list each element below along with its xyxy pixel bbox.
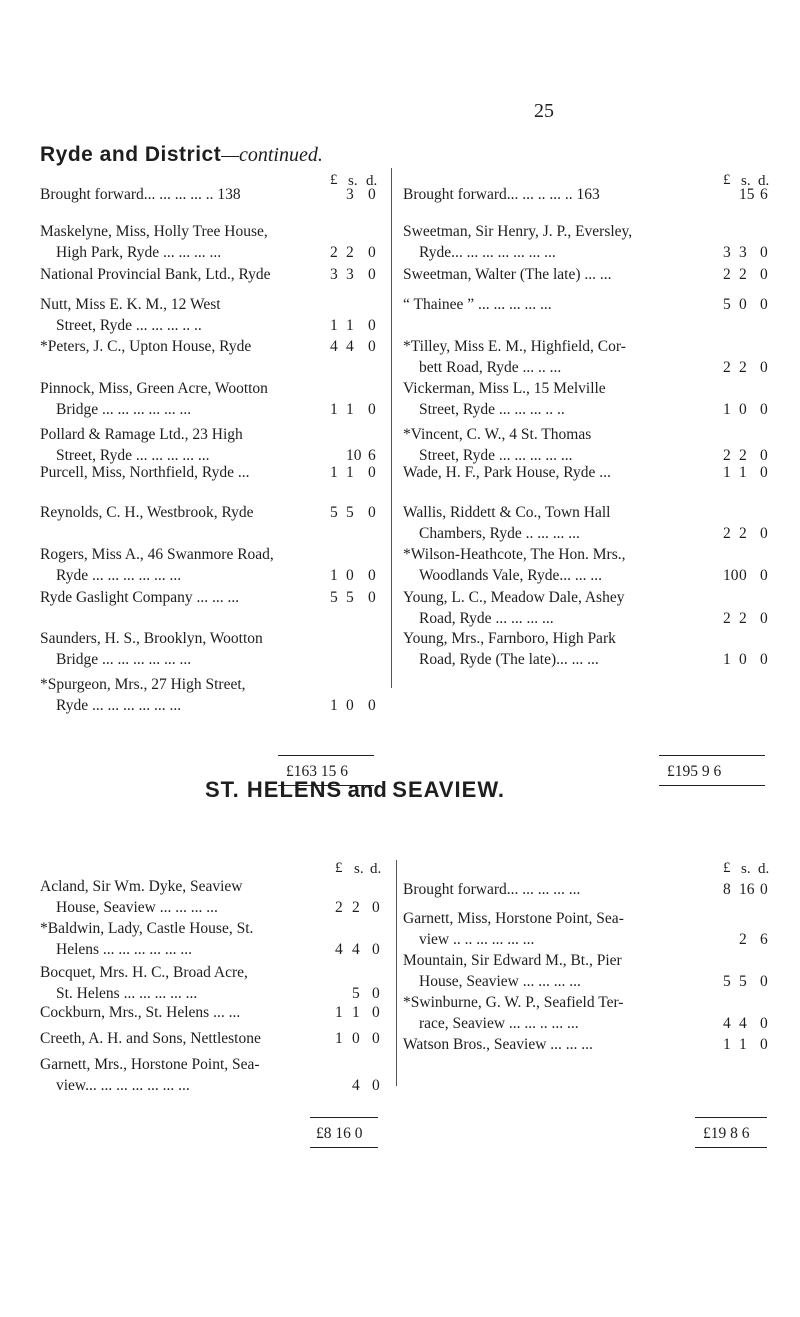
entry-address: Chambers, Ryde .. ... ... ... xyxy=(419,525,580,542)
column-divider xyxy=(391,168,392,688)
amount-shillings: 2 xyxy=(739,525,747,542)
amount-pounds: 4 xyxy=(330,338,338,355)
amount-shillings: 4 xyxy=(352,941,360,958)
entry-name: *Swinburne, G. W. P., Seafield Ter- xyxy=(403,994,624,1011)
amount-shillings: 0 xyxy=(346,697,354,714)
amount-pounds: 2 xyxy=(330,244,338,261)
amount-pence: 6 xyxy=(368,447,376,464)
amount-shillings: 5 xyxy=(346,589,354,606)
section-title-and: and xyxy=(347,777,387,802)
total-rule-top xyxy=(310,1117,378,1118)
amount-shillings: 0 xyxy=(739,296,747,313)
currency-header-pound: £ xyxy=(723,172,731,188)
entry-address: Bridge ... ... ... ... ... ... xyxy=(56,401,192,418)
entry-name: Maskelyne, Miss, Holly Tree House, xyxy=(40,223,268,240)
currency-header-pence: d. xyxy=(370,861,382,877)
amount-pence: 0 xyxy=(760,651,768,668)
entry-name: Nutt, Miss E. K. M., 12 West xyxy=(40,296,221,313)
section-total: £163 15 6 xyxy=(286,763,348,780)
amount-pence: 0 xyxy=(760,973,768,990)
currency-header-shillings: s. xyxy=(354,861,364,877)
section-total: £8 16 0 xyxy=(316,1125,363,1142)
entry-name: Garnett, Miss, Horstone Point, Sea- xyxy=(403,910,624,927)
amount-shillings: 2 xyxy=(739,266,747,283)
page-heading xyxy=(40,142,323,167)
entry-name: *Vincent, C. W., 4 St. Thomas xyxy=(403,426,592,443)
column-divider xyxy=(396,860,397,1086)
amount-shillings: 5 xyxy=(352,985,360,1002)
entry-address: St. Helens ... ... ... ... ... xyxy=(56,985,198,1002)
entry-name: Brought forward... ... ... ... .. 138 xyxy=(40,186,241,203)
section-title-a: ST. HELENS xyxy=(205,777,343,802)
entry-name: Brought forward... ... ... ... ... xyxy=(403,881,581,898)
amount-pounds: 1 xyxy=(723,464,731,481)
amount-pence: 0 xyxy=(368,504,376,521)
amount-pence: 0 xyxy=(760,525,768,542)
amount-pence: 0 xyxy=(368,244,376,261)
amount-pounds: 2 xyxy=(723,359,731,376)
entry-name: Sweetman, Walter (The late) ... ... xyxy=(403,266,612,283)
amount-pence: 0 xyxy=(372,1030,380,1047)
amount-pounds: 5 xyxy=(330,504,338,521)
entry-name: Cockburn, Mrs., St. Helens ... ... xyxy=(40,1004,241,1021)
amount-pounds: 1 xyxy=(723,651,731,668)
amount-pence: 0 xyxy=(368,186,376,203)
entry-address: House, Seaview ... ... ... ... xyxy=(419,973,581,990)
amount-pence: 0 xyxy=(760,1036,768,1053)
heading-title: Ryde and District xyxy=(40,143,222,166)
amount-pence: 0 xyxy=(372,1077,380,1094)
amount-shillings: 1 xyxy=(346,464,354,481)
amount-pounds: 2 xyxy=(335,899,343,916)
section-total: £19 8 6 xyxy=(703,1125,750,1142)
page-number: 25 xyxy=(534,100,554,122)
amount-pounds: 2 xyxy=(723,610,731,627)
section-title-b: SEAVIEW. xyxy=(392,777,505,802)
amount-shillings: 1 xyxy=(346,401,354,418)
amount-pounds: 4 xyxy=(335,941,343,958)
amount-pence: 0 xyxy=(760,610,768,627)
entry-address: Street, Ryde ... ... ... ... ... xyxy=(419,447,573,464)
heading-suffix: —continued. xyxy=(221,144,323,166)
entry-address: view... ... ... ... ... ... ... xyxy=(56,1077,190,1094)
entry-address: view .. .. ... ... ... ... xyxy=(419,931,535,948)
amount-shillings: 16 xyxy=(739,881,755,898)
amount-shillings: 15 xyxy=(739,186,755,203)
helens-right-column xyxy=(403,858,770,1158)
amount-pounds: 1 xyxy=(330,567,338,584)
currency-header-shillings: s. xyxy=(741,173,751,189)
currency-header-shillings: s. xyxy=(741,861,751,877)
amount-pounds: 1 xyxy=(330,697,338,714)
entry-name: Garnett, Mrs., Horstone Point, Sea- xyxy=(40,1056,260,1073)
entry-address: race, Seaview ... ... .. ... ... xyxy=(419,1015,579,1032)
amount-pence: 0 xyxy=(368,567,376,584)
entry-name: Vickerman, Miss L., 15 Melville xyxy=(403,380,606,397)
currency-header-pound: £ xyxy=(330,172,338,188)
amount-shillings: 1 xyxy=(739,464,747,481)
entry-name: Young, Mrs., Farnboro, High Park xyxy=(403,630,616,647)
amount-shillings: 0 xyxy=(739,401,747,418)
amount-pence: 0 xyxy=(368,338,376,355)
amount-shillings: 3 xyxy=(346,266,354,283)
total-rule-bottom xyxy=(659,785,765,786)
amount-pounds: 1 xyxy=(723,1036,731,1053)
entry-name: Saunders, H. S., Brooklyn, Wootton xyxy=(40,630,263,647)
amount-pounds: 3 xyxy=(723,244,731,261)
amount-shillings: 1 xyxy=(739,1036,747,1053)
entry-address: Road, Ryde (The late)... ... ... xyxy=(419,651,599,668)
entry-name: Brought forward... ... .. ... .. 163 xyxy=(403,186,600,203)
amount-shillings: 2 xyxy=(739,931,747,948)
entry-address: Street, Ryde ... ... ... .. .. xyxy=(56,317,202,334)
amount-pounds: 4 xyxy=(723,1015,731,1032)
entry-name: “ Thainee ” ... ... ... ... ... xyxy=(403,296,552,313)
amount-pence: 0 xyxy=(760,881,768,898)
entry-name: Reynolds, C. H., Westbrook, Ryde xyxy=(40,504,254,521)
amount-pounds: 1 xyxy=(335,1030,343,1047)
amount-pence: 0 xyxy=(368,464,376,481)
amount-pence: 0 xyxy=(760,464,768,481)
amount-shillings: 2 xyxy=(346,244,354,261)
amount-pounds: 1 xyxy=(330,401,338,418)
entry-address: Bridge ... ... ... ... ... ... xyxy=(56,651,192,668)
entry-address: House, Seaview ... ... ... ... xyxy=(56,899,218,916)
entry-name: Sweetman, Sir Henry, J. P., Eversley, xyxy=(403,223,633,240)
amount-shillings: 4 xyxy=(352,1077,360,1094)
amount-shillings: 2 xyxy=(352,899,360,916)
amount-shillings: 2 xyxy=(739,447,747,464)
amount-shillings: 2 xyxy=(739,610,747,627)
entry-name: Young, L. C., Meadow Dale, Ashey xyxy=(403,589,625,606)
amount-pence: 0 xyxy=(372,941,380,958)
amount-shillings: 5 xyxy=(739,973,747,990)
entry-name: Wallis, Riddett & Co., Town Hall xyxy=(403,504,611,521)
amount-pence: 0 xyxy=(372,985,380,1002)
currency-header-pence: d. xyxy=(366,173,378,189)
total-rule-top xyxy=(659,755,765,756)
entry-name: Ryde Gaslight Company ... ... ... xyxy=(40,589,240,606)
entry-name: Rogers, Miss A., 46 Swanmore Road, xyxy=(40,546,274,563)
entry-name: *Peters, J. C., Upton House, Ryde xyxy=(40,338,252,355)
amount-shillings: 0 xyxy=(739,651,747,668)
entry-address: Street, Ryde ... ... ... ... ... xyxy=(56,447,210,464)
currency-header-pence: d. xyxy=(758,861,770,877)
amount-pence: 0 xyxy=(760,447,768,464)
amount-pence: 0 xyxy=(372,899,380,916)
amount-shillings: 0 xyxy=(346,567,354,584)
amount-pence: 0 xyxy=(368,697,376,714)
amount-pounds: 2 xyxy=(723,525,731,542)
entry-name: *Spurgeon, Mrs., 27 High Street, xyxy=(40,676,246,693)
amount-pence: 0 xyxy=(760,359,768,376)
currency-header-pence: d. xyxy=(758,173,770,189)
amount-pounds: 2 xyxy=(723,447,731,464)
amount-pence: 0 xyxy=(368,401,376,418)
amount-shillings: 0 xyxy=(352,1030,360,1047)
amount-shillings: 4 xyxy=(739,1015,747,1032)
entry-name: *Tilley, Miss E. M., Highfield, Cor- xyxy=(403,338,626,355)
helens-left-column xyxy=(40,858,382,1158)
amount-shillings: 3 xyxy=(739,244,747,261)
amount-pounds: 2 xyxy=(723,266,731,283)
total-rule-bottom xyxy=(310,1147,378,1148)
currency-header-pound: £ xyxy=(723,860,731,876)
amount-pence: 0 xyxy=(368,317,376,334)
amount-pence: 6 xyxy=(760,931,768,948)
amount-shillings: 1 xyxy=(346,317,354,334)
amount-pounds: 1 xyxy=(335,1004,343,1021)
entry-address: Ryde... ... ... ... ... ... ... xyxy=(419,244,556,261)
entry-address: Road, Ryde ... ... ... ... xyxy=(419,610,554,627)
amount-shillings: 4 xyxy=(346,338,354,355)
entry-name: Creeth, A. H. and Sons, Nettlestone xyxy=(40,1030,261,1047)
entry-name: *Baldwin, Lady, Castle House, St. xyxy=(40,920,254,937)
amount-pounds: 10 xyxy=(723,567,739,584)
entry-name: Wade, H. F., Park House, Ryde ... xyxy=(403,464,611,481)
amount-pence: 0 xyxy=(372,1004,380,1021)
amount-shillings: 0 xyxy=(739,567,747,584)
amount-pence: 0 xyxy=(760,266,768,283)
amount-pounds: 3 xyxy=(330,266,338,283)
amount-pounds: 1 xyxy=(723,401,731,418)
amount-pence: 6 xyxy=(760,186,768,203)
section-total: £195 9 6 xyxy=(667,763,722,780)
amount-pounds: 5 xyxy=(330,589,338,606)
ryde-right-column xyxy=(403,170,770,780)
ryde-left-column xyxy=(40,170,378,780)
amount-shillings: 3 xyxy=(346,186,354,203)
amount-pence: 0 xyxy=(368,589,376,606)
amount-pence: 0 xyxy=(760,1015,768,1032)
entry-address: bett Road, Ryde ... .. ... xyxy=(419,359,562,376)
entry-address: Street, Ryde ... ... ... .. .. xyxy=(419,401,565,418)
entry-address: Ryde ... ... ... ... ... ... xyxy=(56,567,182,584)
amount-pounds: 1 xyxy=(330,464,338,481)
amount-pence: 0 xyxy=(760,296,768,313)
entry-name: Pollard & Ramage Ltd., 23 High xyxy=(40,426,243,443)
entry-name: Acland, Sir Wm. Dyke, Seaview xyxy=(40,878,243,895)
currency-header-pound: £ xyxy=(335,860,343,876)
entry-name: Purcell, Miss, Northfield, Ryde ... xyxy=(40,464,250,481)
entry-name: Bocquet, Mrs. H. C., Broad Acre, xyxy=(40,964,248,981)
amount-pounds: 8 xyxy=(723,881,731,898)
amount-pounds: 5 xyxy=(723,973,731,990)
total-rule-top xyxy=(695,1117,767,1118)
entry-name: Watson Bros., Seaview ... ... ... xyxy=(403,1036,593,1053)
amount-pence: 0 xyxy=(368,266,376,283)
entry-name: Pinnock, Miss, Green Acre, Wootton xyxy=(40,380,268,397)
entry-name: National Provincial Bank, Ltd., Ryde xyxy=(40,266,271,283)
amount-shillings: 10 xyxy=(346,447,362,464)
amount-pence: 0 xyxy=(760,244,768,261)
entry-address: Woodlands Vale, Ryde... ... ... xyxy=(419,567,602,584)
entry-address: Helens ... ... ... ... ... ... xyxy=(56,941,193,958)
currency-header-shillings: s. xyxy=(348,173,358,189)
amount-pence: 0 xyxy=(760,401,768,418)
total-rule-bottom xyxy=(695,1147,767,1148)
section-title xyxy=(205,777,505,803)
entry-address: Ryde ... ... ... ... ... ... xyxy=(56,697,182,714)
amount-shillings: 5 xyxy=(346,504,354,521)
amount-pence: 0 xyxy=(760,567,768,584)
amount-shillings: 1 xyxy=(352,1004,360,1021)
entry-address: High Park, Ryde ... ... ... ... xyxy=(56,244,222,261)
entry-name: Mountain, Sir Edward M., Bt., Pier xyxy=(403,952,622,969)
entry-name: *Wilson-Heathcote, The Hon. Mrs., xyxy=(403,546,626,563)
amount-pounds: 1 xyxy=(330,317,338,334)
amount-shillings: 2 xyxy=(739,359,747,376)
amount-pounds: 5 xyxy=(723,296,731,313)
total-rule-top xyxy=(278,755,374,756)
